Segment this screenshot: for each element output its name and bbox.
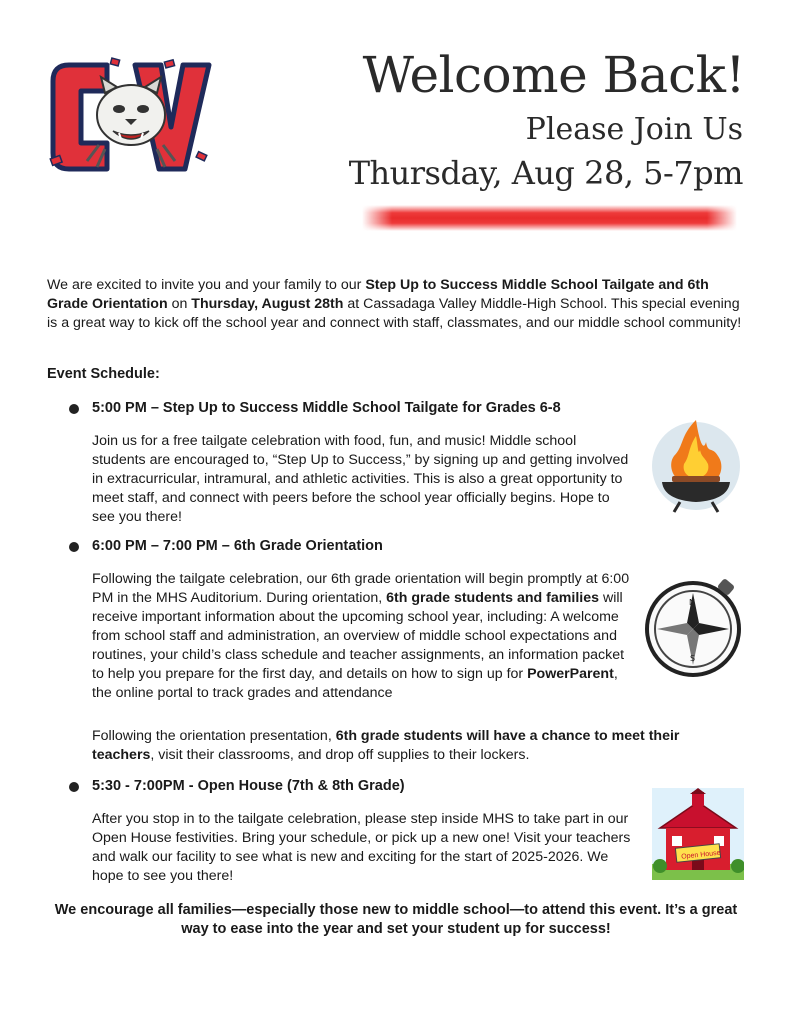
svg-text:Open House: Open House [680, 849, 721, 861]
svg-text:S: S [690, 654, 696, 663]
bullet-icon [69, 542, 79, 552]
schedule-item-body: Join us for a free tailgate celebration with food, fun, and music! Middle school students are encouraged to, “Step Up to Success,” by signing up and getting involved in extracurricular, intramural, and athletic activities. This is also a great opportunity to meet staff, and connect with peers before the school year officially begins. Hope to see you there! [92, 433, 629, 525]
grill-fire-icon [650, 416, 742, 514]
bullet-icon [69, 404, 79, 414]
compass-icon [641, 575, 745, 679]
schedule-item-title: 6:00 PM – 7:00 PM – 6th Grade Orientation [92, 538, 383, 554]
closing-statement: We encourage all families—especially those new to middle school—to attend this event. It’s a great way to ease into the year and set your student up for success! [54, 902, 738, 937]
schedule-item-title: 5:00 PM – Step Up to Success Middle School Tailgate for Grades 6-8 [92, 400, 561, 416]
red-accent-bar [362, 205, 737, 231]
svg-text:N: N [689, 598, 695, 607]
schedule-heading: Event Schedule: [47, 366, 160, 382]
schedule-item-body: After you stop in to the tailgate celebration, please step inside MHS to take part in our Open House festivities. Bring your schedule, or pick up a new one! Visit your teachers and walk our facility to see what is new and exciting for the start of 2025-2026. We hope to see you there! [92, 811, 631, 884]
page-title: Welcome Back! [362, 46, 745, 104]
event-date-time: Thursday, Aug 28, 5-7pm [348, 154, 743, 192]
intro-paragraph: We are excited to invite you and your family to our Step Up to Success Middle School Tailgate and 6th Grade Orientation on Thursday, August 28th at Cassadaga Valley Middle-High School. This special evening is a great way to kick off the school year and connect with staff, classmates, and our middle school community! [47, 277, 742, 331]
schedule-item-title: 5:30 - 7:00PM - Open House (7th & 8th Grade) [92, 778, 405, 794]
subtitle: Please Join Us [525, 112, 743, 147]
schedule-item-followup: Following the orientation presentation, 6th grade students will have a chance to meet their teachers, visit their classrooms, and drop off supplies to their lockers. [92, 728, 680, 763]
bullet-icon [69, 782, 79, 792]
schedule-item-body: Following the tailgate celebration, our 6th grade orientation will begin promptly at 6:00 PM in the MHS Auditorium. During orientation, 6th grade students and families will receive important information about the upcoming school year, including: A welcome from school staff and administration, an overview of middle school expectations and routines, your child’s class schedule and teacher assignments, an information packet to help you prepare for the first day, and details on how to sign up for PowerParent, the online portal to track grades and attendance [92, 571, 630, 701]
schoolhouse-icon [652, 788, 744, 880]
cougar-mascot-logo [47, 57, 215, 177]
